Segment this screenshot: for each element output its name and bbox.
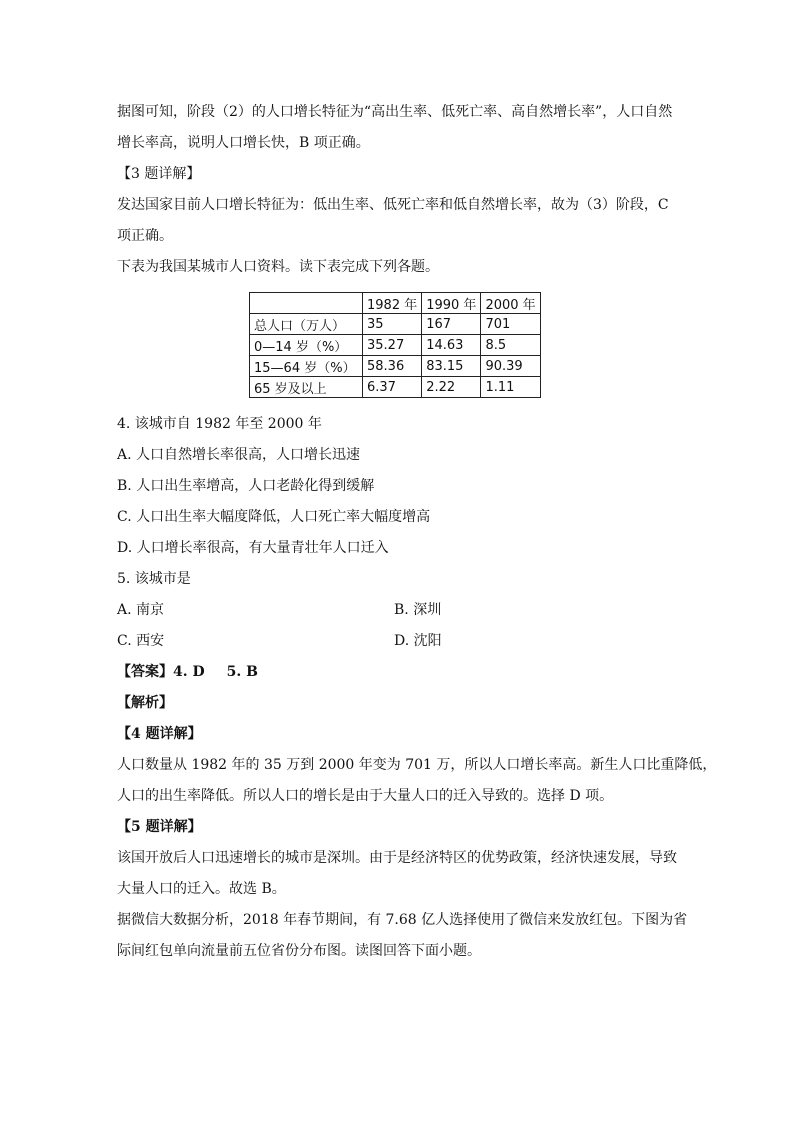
answer-q5: 5. B	[226, 664, 258, 680]
table-cell: 35.27	[363, 335, 422, 356]
table-header-cell: 1990 年	[422, 293, 481, 314]
q5-option-b: B. 深圳	[394, 602, 442, 618]
table-row	[250, 356, 541, 377]
table-header-row	[250, 293, 541, 314]
para1-line1: 据图可知，阶段（2）的人口增长特征为“高出生率、低死亡率、高自然增长率”，人口自然	[117, 104, 673, 120]
q5-detail-line1: 该国开放后人口迅速增长的城市是深圳。由于是经济特区的优势政策，经济快速发展，导致	[117, 850, 677, 866]
table-row	[250, 335, 541, 356]
q5-detail-line2: 大量人口的迁入。故选 B。	[117, 881, 286, 897]
table-header-cell	[250, 293, 363, 314]
q4-option-b: B. 人口出生率增高，人口老龄化得到缓解	[117, 478, 375, 494]
q4-option-c: C. 人口出生率大幅度降低，人口死亡率大幅度增高	[117, 509, 431, 525]
table-cell: 90.39	[481, 356, 540, 377]
q3-heading: 【3 题详解】	[117, 166, 201, 182]
table-cell: 35	[363, 314, 422, 335]
table-cell: 58.36	[363, 356, 422, 377]
q4-detail-line2: 人口的出生率降低。所以人口的增长是由于大量人口的迁入导致的。选择 D 项。	[117, 788, 614, 804]
analysis-heading: 【解析】	[117, 695, 173, 711]
table-cell: 6.37	[363, 377, 422, 398]
table-cell: 167	[422, 314, 481, 335]
q4-option-a: A. 人口自然增长率很高，人口增长迅速	[117, 447, 361, 463]
q4-stem: 4. 该城市自 1982 年至 2000 年	[117, 416, 322, 432]
q5-option-c: C. 西安	[117, 633, 165, 649]
q4-option-d: D. 人口增长率很高，有大量青壮年人口迁入	[117, 540, 389, 556]
q3-detail-line2: 项正确。	[117, 228, 173, 244]
table-cell: 65 岁及以上	[250, 377, 363, 398]
table-header-cell: 2000 年	[481, 293, 540, 314]
table-row	[250, 314, 541, 335]
answer-label: 【答案】	[117, 664, 173, 680]
q4-detail-line1: 人口数量从 1982 年的 35 万到 2000 年变为 701 万，所以人口增长率高。新生人口比重降低，	[117, 757, 717, 773]
final-para-line1: 据微信大数据分析，2018 年春节期间，有 7.68 亿人选择使用了微信来发放红包。下图为省	[117, 912, 688, 928]
table-cell: 2.22	[422, 377, 481, 398]
final-para-line2: 际间红包单向流量前五位省份分布图。读图回答下面小题。	[117, 943, 481, 959]
table-cell: 1.11	[481, 377, 540, 398]
q5-stem: 5. 该城市是	[117, 571, 191, 587]
table-cell: 701	[481, 314, 540, 335]
table-row	[250, 377, 541, 398]
table-cell: 总人口（万人）	[250, 314, 363, 335]
table-header-cell: 1982 年	[363, 293, 422, 314]
table-cell: 15—64 岁（%）	[250, 356, 363, 377]
table-cell: 0—14 岁（%）	[250, 335, 363, 356]
para1-line2: 增长率高，说明人口增长快，B 项正确。	[117, 135, 370, 151]
q5-option-d: D. 沈阳	[394, 633, 442, 649]
table-intro: 下表为我国某城市人口资料。读下表完成下列各题。	[117, 259, 439, 275]
q5-option-a: A. 南京	[117, 602, 165, 618]
table-cell: 83.15	[422, 356, 481, 377]
population-table	[249, 292, 541, 398]
answer-line	[117, 662, 258, 682]
q4-heading: 【4 题详解】	[117, 726, 202, 742]
table-cell: 8.5	[481, 335, 540, 356]
q5-heading: 【5 题详解】	[117, 819, 202, 835]
answer-q4: 4. D	[173, 664, 205, 680]
table-cell: 14.63	[422, 335, 481, 356]
q3-detail-line1: 发达国家目前人口增长特征为：低出生率、低死亡率和低自然增长率，故为（3）阶段，C	[117, 197, 669, 213]
